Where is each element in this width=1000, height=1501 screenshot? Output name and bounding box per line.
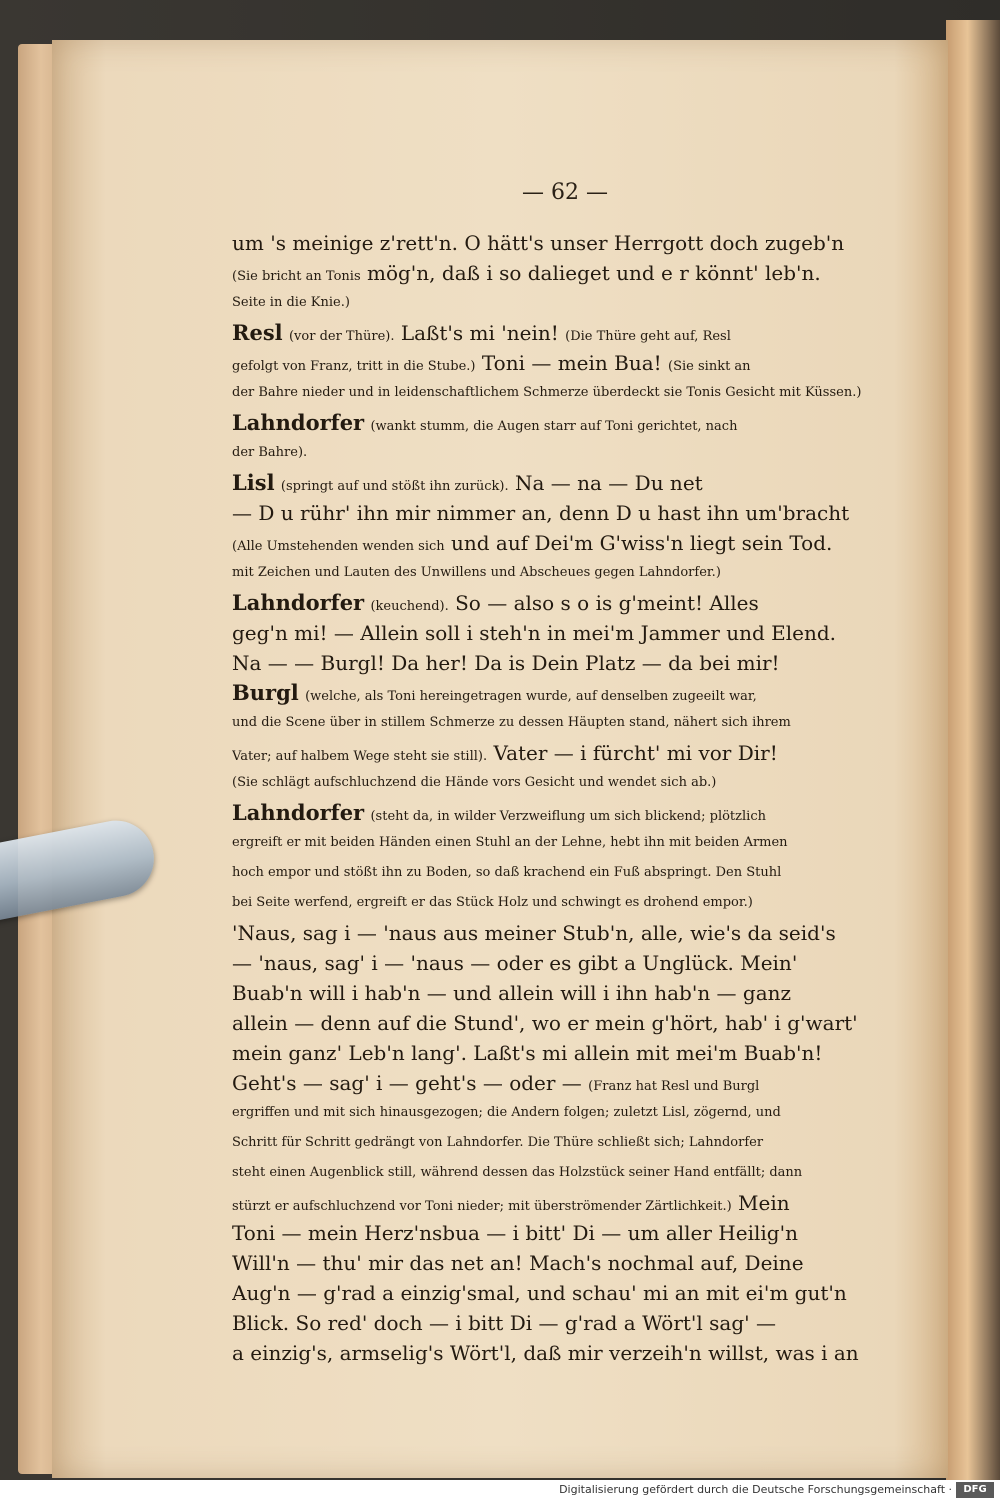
dialogue-text: allein — denn auf die Stund', wo er mein g'hört, hab' i g'wart': [232, 1011, 858, 1035]
speaker-name: Lahndorfer: [232, 410, 365, 435]
dialogue-text: Aug'n — g'rad a einzig'smal, und schau' mi an mit ei'm gut'n: [232, 1281, 847, 1305]
dialogue-text: um 's meinige z'rett'n. O hätt's unser Herrgott doch zugeb'n: [232, 231, 845, 255]
stage-direction: mit Zeichen und Lauten des Unwillens und Abscheues gegen Lahndorfer.): [232, 565, 721, 580]
dfg-logo: DFG: [956, 1482, 994, 1498]
page-number: — 62 —: [522, 180, 608, 205]
text-line: [232, 1338, 904, 1368]
text-line: [232, 918, 904, 948]
stage-direction: (steht da, in wilder Verzweiflung um sich blickend; plötzlich: [370, 809, 766, 824]
text-line: [232, 618, 904, 648]
text-line: [232, 438, 904, 468]
stage-direction: bei Seite werfend, ergreift er das Stück Holz und schwingt es drohend empor.): [232, 895, 753, 910]
text-line: [232, 528, 904, 558]
speaker-name: Lisl: [232, 470, 275, 495]
stage-direction: Vater; auf halbem Wege steht sie still).: [232, 749, 488, 764]
stage-direction: (Sie schlägt aufschluchzend die Hände vors Gesicht und wendet sich ab.): [232, 775, 717, 790]
text-line: [232, 1278, 904, 1308]
text-line: [232, 1098, 904, 1128]
dialogue-text: a einzig's, armselig's Wört'l, daß mir verzeih'n willst, was i an: [232, 1341, 859, 1365]
stage-direction: der Bahre).: [232, 445, 308, 460]
text-line: [232, 1218, 904, 1248]
dialogue-text: Toni — mein Bua!: [481, 351, 662, 375]
stage-direction: steht einen Augenblick still, während dessen das Holzstück seiner Hand entfällt; dann: [232, 1165, 803, 1180]
text-line: [232, 288, 904, 318]
dialogue-text: — D u rühr' ihn mir nimmer an, denn D u hast ihn um'bracht: [232, 501, 850, 525]
stage-direction: (Sie sinkt an: [668, 359, 751, 374]
dialogue-text: 'Naus, sag i — 'naus aus meiner Stub'n, alle, wie's da seid's: [232, 921, 836, 945]
dialogue-text: — 'naus, sag' i — 'naus — oder es gibt a Unglück. Mein': [232, 951, 798, 975]
dialogue-text: mög'n, daß i so dalieget und e r könnt' leb'n.: [366, 261, 821, 285]
text-line: [232, 738, 904, 768]
right-page-edge: [946, 20, 1000, 1480]
stage-direction: (Die Thüre geht auf, Resl: [565, 329, 731, 344]
stage-direction: (vor der Thüre).: [288, 329, 395, 344]
stage-direction: (Alle Umstehenden wenden sich: [232, 539, 445, 554]
footer-text: Digitalisierung gefördert durch die Deutsche Forschungsgemeinschaft ·: [559, 1483, 952, 1496]
dialogue-text: Laßt's mi 'nein!: [400, 321, 559, 345]
stage-direction: (welche, als Toni hereingetragen wurde, auf denselben zugeeilt war,: [305, 689, 757, 704]
left-page-edge: [18, 44, 56, 1474]
dialogue-text: Buab'n will i hab'n — und allein will i ihn hab'n — ganz: [232, 981, 792, 1005]
text-line: [232, 948, 904, 978]
dialogue-text: Toni — mein Herz'nsbua — i bitt' Di — um aller Heilig'n: [232, 1221, 798, 1245]
dialogue-text: Mein: [738, 1191, 790, 1215]
text-line: [232, 798, 904, 828]
dialogue-text: Vater — i fürcht' mi vor Dir!: [493, 741, 778, 765]
stage-direction: (wankt stumm, die Augen starr auf Toni gerichtet, nach: [370, 419, 738, 434]
speaker-name: Resl: [232, 320, 283, 345]
dialogue-text: Na — na — Du net: [515, 471, 703, 495]
text-block: [232, 228, 904, 1368]
dialogue-text: geg'n mi! — Allein soll i steh'n in mei'm Jammer und Elend.: [232, 621, 837, 645]
text-line: [232, 648, 904, 678]
text-line: [232, 708, 904, 738]
text-line: [232, 378, 904, 408]
stage-direction: hoch empor und stößt ihn zu Boden, so daß krachend ein Fuß abspringt. Den Stuhl: [232, 865, 782, 880]
dialogue-text: Will'n — thu' mir das net an! Mach's nochmal auf, Deine: [232, 1251, 804, 1275]
stage-direction: Seite in die Knie.): [232, 295, 350, 310]
stage-direction: (keuchend).: [370, 599, 449, 614]
dialogue-text: mein ganz' Leb'n lang'. Laßt's mi allein mit mei'm Buab'n!: [232, 1041, 823, 1065]
text-line: [232, 858, 904, 888]
text-line: [232, 1038, 904, 1068]
text-line: [232, 408, 904, 438]
footer-bar: [0, 1480, 1000, 1501]
stage-direction: der Bahre nieder und in leidenschaftlichem Schmerze überdeckt sie Tonis Gesicht mit Küssen.): [232, 385, 862, 400]
text-line: [232, 348, 904, 378]
dialogue-text: So — also s o is g'meint! Alles: [455, 591, 759, 615]
stage-direction: ergriffen und mit sich hinausgezogen; die Andern folgen; zuletzt Lisl, zögernd, und: [232, 1105, 781, 1120]
text-line: [232, 498, 904, 528]
stage-direction: ergreift er mit beiden Händen einen Stuhl an der Lehne, hebt ihn mit beiden Armen: [232, 835, 788, 850]
dialogue-text: und auf Dei'm G'wiss'n liegt sein Tod.: [451, 531, 833, 555]
text-line: [232, 1158, 904, 1188]
dialogue-text: Blick. So red' doch — i bitt Di — g'rad a Wört'l sag' —: [232, 1311, 777, 1335]
dialogue-text: Na — — Burgl! Da her! Da is Dein Platz — da bei mir!: [232, 651, 780, 675]
text-line: [232, 1008, 904, 1038]
stage-direction: (Sie bricht an Tonis: [232, 269, 361, 284]
text-line: [232, 1248, 904, 1278]
speaker-name: Lahndorfer: [232, 800, 365, 825]
text-line: [232, 678, 904, 708]
stage-direction: (springt auf und stößt ihn zurück).: [280, 479, 509, 494]
stage-direction: und die Scene über in stillem Schmerze zu dessen Häupten stand, nähert sich ihrem: [232, 715, 791, 730]
text-line: [232, 588, 904, 618]
stage-direction: stürzt er aufschluchzend vor Toni nieder; mit überströmender Zärtlichkeit.): [232, 1199, 732, 1214]
dialogue-text: Geht's — sag' i — geht's — oder —: [232, 1071, 582, 1095]
stage-direction: gefolgt von Franz, tritt in die Stube.): [232, 359, 476, 374]
text-line: [232, 228, 904, 258]
text-line: [232, 1128, 904, 1158]
text-line: [232, 888, 904, 918]
text-line: [232, 468, 904, 498]
text-line: [232, 258, 904, 288]
speaker-name: Burgl: [232, 680, 299, 705]
thumb: [0, 812, 160, 932]
text-line: [232, 768, 904, 798]
speaker-name: Lahndorfer: [232, 590, 365, 615]
thumb-tip: [0, 814, 160, 926]
text-line: [232, 558, 904, 588]
text-line: [232, 1308, 904, 1338]
text-line: [232, 978, 904, 1008]
text-line: [232, 318, 904, 348]
stage-direction: (Franz hat Resl und Burgl: [588, 1079, 760, 1094]
text-line: [232, 828, 904, 858]
text-line: [232, 1188, 904, 1218]
stage-direction: Schritt für Schritt gedrängt von Lahndorfer. Die Thüre schließt sich; Lahndorfer: [232, 1135, 764, 1150]
text-line: [232, 1068, 904, 1098]
